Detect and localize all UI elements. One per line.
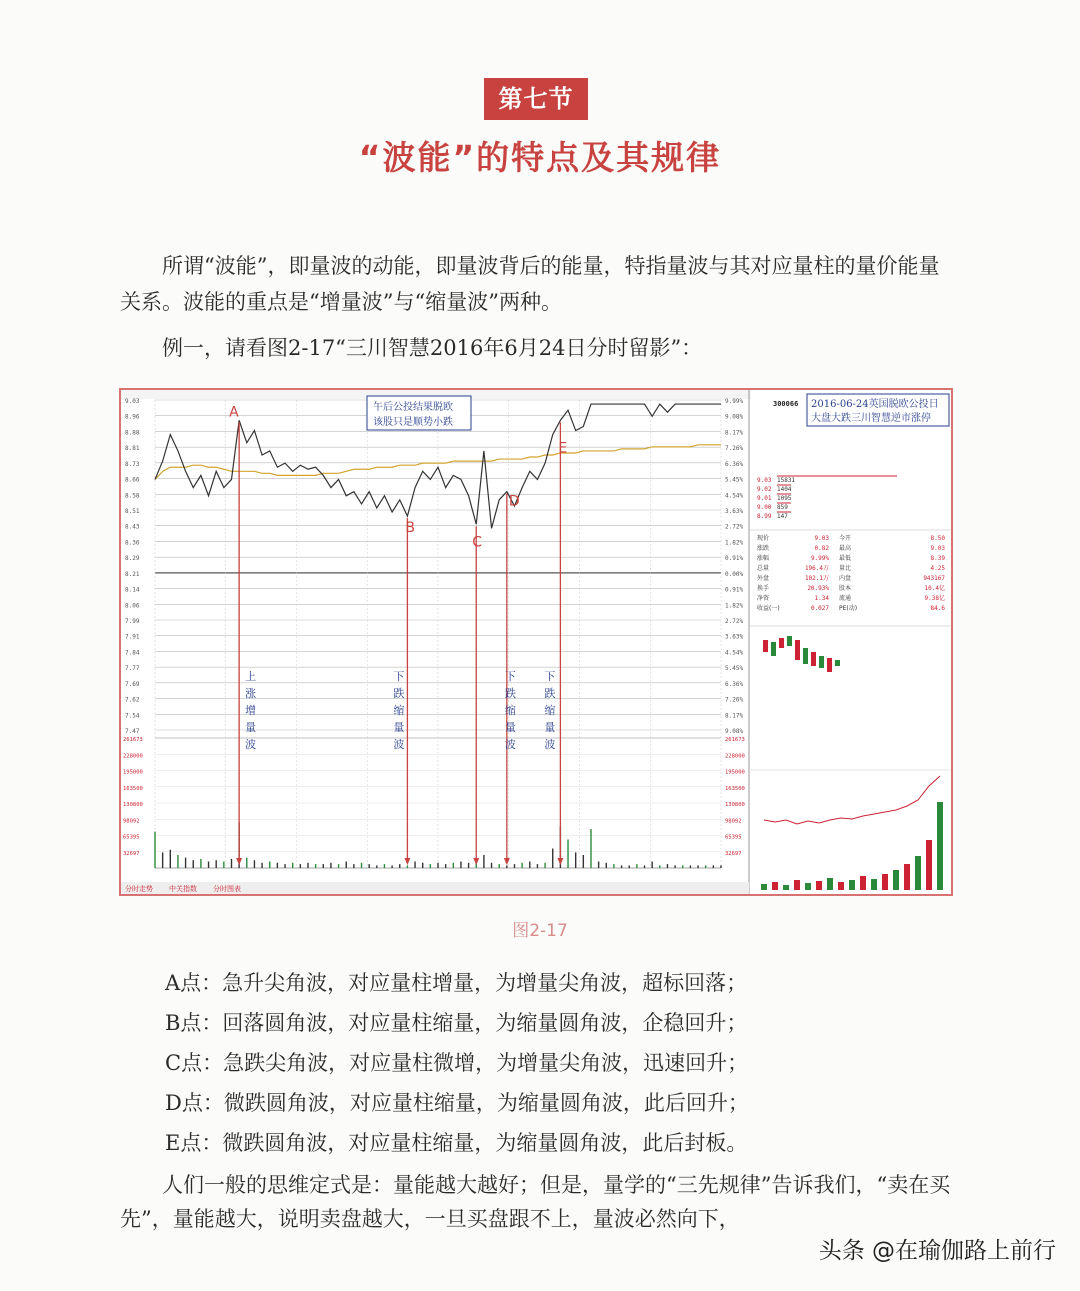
- mini-volume-bar: [937, 802, 943, 890]
- quote-value: 9.03: [814, 535, 829, 542]
- quote-key: 外盘: [757, 575, 770, 582]
- vertical-note-char: 跌: [544, 687, 556, 700]
- bid-volume: 15831: [777, 477, 796, 484]
- mini-candle: [811, 652, 816, 666]
- vertical-note-char: 量: [393, 721, 405, 734]
- stock-code: 300066: [773, 400, 799, 408]
- bid-volume: 1095: [777, 495, 792, 502]
- mini-volume-bar: [838, 882, 844, 890]
- vol-tick-label: 98092: [123, 818, 140, 825]
- quote-value-2: 8.50: [930, 535, 945, 542]
- pct-tick-label: 9.08%: [725, 413, 744, 421]
- vertical-note-char: 下: [504, 670, 516, 683]
- price-tick-label: 8.29: [125, 555, 140, 563]
- pct-tick-label: 6.36%: [725, 460, 744, 468]
- vertical-note-char: 波: [504, 738, 516, 751]
- quote-value: 0.82: [814, 545, 829, 552]
- mini-candle: [779, 638, 784, 648]
- quote-value: 196.4万: [804, 565, 829, 572]
- pct-tick-label: 0.00%: [725, 570, 744, 578]
- quote-value-2: 943167: [923, 575, 945, 582]
- vertical-note-char: 波: [245, 738, 257, 751]
- vertical-note-char: 缩: [393, 704, 405, 717]
- quote-key-2: 今开: [839, 535, 852, 542]
- quote-key: 涨幅: [757, 555, 770, 562]
- vol-tick-label: 261673: [123, 737, 143, 743]
- mini-volume-bar: [871, 879, 877, 890]
- vol-tick-label-right: 65395: [725, 834, 742, 841]
- vertical-note-char: 跌: [504, 687, 516, 700]
- price-tick-label: 7.47: [125, 728, 140, 735]
- mini-volume-bar: [816, 881, 822, 890]
- marker-arrowhead: [404, 858, 410, 865]
- mini-volume-bar: [893, 870, 899, 890]
- outro-paragraph: 人们一般的思维定式是：量能越大越好；但是，量学的“三先规律”告诉我们，“卖在买先”，量能越大，说明卖盘越大，一旦买盘跟不上，量波必然向下，: [120, 1173, 951, 1231]
- price-tick-label: 8.73: [125, 460, 140, 468]
- vertical-note-char: 量: [504, 721, 516, 734]
- vertical-note-char: 波: [544, 738, 556, 751]
- quote-value-2: 84.6: [930, 605, 945, 612]
- mini-volume-bar: [904, 864, 910, 890]
- mini-volume-bar: [849, 880, 855, 890]
- pct-tick-label: 0.91%: [725, 586, 744, 594]
- point-b: B点：回落圆角波，对应量柱缩量，为缩量圆角波，企稳回升；: [165, 1011, 748, 1035]
- vertical-note-char: 跌: [393, 687, 405, 700]
- quote-value-2: 10.4亿: [924, 585, 945, 592]
- price-tick-label: 8.88: [125, 429, 140, 437]
- bottom-tab: 分时图表: [213, 885, 241, 893]
- pct-tick-label: 5.45%: [725, 665, 744, 673]
- mini-volume-bar: [882, 874, 888, 890]
- vol-tick-label-right: 98092: [725, 818, 742, 825]
- marker-arrowhead: [473, 858, 479, 865]
- vertical-note-char: 增: [245, 704, 257, 717]
- mini-price-line: [764, 776, 940, 824]
- vertical-note-char: 缩: [544, 704, 556, 717]
- chart-canvas: [121, 390, 951, 894]
- marker-label-e: E: [558, 440, 568, 457]
- watermark: 头条 @在瑜伽路上前行: [818, 1238, 1056, 1264]
- right-note-line1: 2016-06-24英国脱欧公投日: [811, 399, 939, 410]
- price-tick-label: 7.62: [125, 696, 140, 704]
- bid-volume: 859: [777, 504, 788, 511]
- price-tick-label: 7.54: [125, 712, 140, 720]
- mini-volume-bar: [794, 880, 800, 890]
- price-tick-label: 7.84: [125, 649, 140, 657]
- vol-tick-label: 65395: [123, 834, 140, 841]
- vol-tick-label-right: 32697: [725, 850, 742, 857]
- price-tick-label: 8.14: [125, 586, 140, 594]
- marker-label-b: B: [405, 520, 416, 537]
- price-tick-label: 8.51: [125, 508, 140, 515]
- price-tick-label: 8.66: [125, 476, 140, 484]
- pct-tick-label: 3.63%: [725, 508, 744, 515]
- marker-label-d: D: [508, 493, 520, 510]
- vertical-note-char: 波: [393, 738, 405, 751]
- mini-volume-bar: [926, 840, 932, 890]
- mini-candle: [803, 648, 808, 664]
- pct-tick-label: 7.26%: [725, 445, 744, 453]
- quote-key-2: 股本: [839, 585, 852, 592]
- mini-candle: [819, 656, 824, 668]
- vertical-note-char: 涨: [245, 687, 257, 700]
- quote-value: 20.93%: [807, 585, 829, 592]
- pct-tick-label: 4.54%: [725, 492, 744, 500]
- bottom-tab: 中关指数: [169, 885, 197, 893]
- mini-candle: [771, 642, 776, 656]
- quote-key: 收益(一): [757, 605, 780, 612]
- quote-key-2: 最低: [839, 555, 852, 562]
- marker-label-a: A: [229, 404, 239, 421]
- quote-value: 102.1万: [804, 575, 829, 582]
- pct-tick-label: 9.08%: [725, 728, 744, 735]
- section-badge: 第七节: [484, 78, 588, 120]
- average-price-line: [155, 445, 721, 480]
- mini-candle: [835, 660, 840, 666]
- bid-price: 9.01: [757, 495, 772, 502]
- intraday-chart: [119, 388, 953, 896]
- top-note-line1: 午后公投结果脱欧: [373, 402, 453, 413]
- vol-tick-label-right: 163500: [725, 785, 745, 792]
- price-tick-label: 8.43: [125, 523, 140, 531]
- vertical-note-char: 量: [245, 721, 257, 734]
- quote-key: 换手: [757, 585, 770, 592]
- mini-volume-bar: [772, 882, 778, 890]
- mini-volume-bar: [915, 856, 921, 890]
- mini-candle: [763, 640, 768, 652]
- quote-value-2: 9.03: [930, 545, 945, 552]
- price-tick-label: 8.36: [125, 539, 140, 547]
- marker-arrowhead: [236, 858, 242, 865]
- mini-volume-bar: [761, 884, 767, 890]
- quote-key-2: 量比: [839, 565, 852, 572]
- vertical-note-char: 量: [544, 721, 556, 734]
- point-c: C点：急跌尖角波，对应量柱微增，为增量尖角波，迅速回升；: [165, 1051, 749, 1075]
- price-tick-label: 7.69: [125, 680, 140, 688]
- pct-tick-label: 2.72%: [725, 523, 744, 531]
- pct-tick-label: 6.36%: [725, 680, 744, 688]
- quote-key-2: 最高: [839, 545, 852, 552]
- pct-tick-label: 4.54%: [725, 649, 744, 657]
- vertical-note-char: 下: [393, 670, 405, 683]
- mini-volume-bar: [860, 876, 866, 890]
- right-note-line2: 大盘大跌三川智慧逆市涨停: [811, 413, 931, 424]
- quote-value-2: 9.38亿: [924, 595, 945, 602]
- pct-tick-label: 8.17%: [725, 712, 744, 720]
- quote-value: 0.027: [810, 605, 829, 612]
- vol-tick-label: 130800: [123, 802, 143, 808]
- pct-tick-label: 9.99%: [725, 398, 744, 405]
- mini-volume-bar: [827, 878, 833, 890]
- pct-tick-label: 0.91%: [725, 555, 744, 563]
- quote-value-2: 8.39: [930, 555, 945, 562]
- marker-arrowhead: [557, 858, 563, 865]
- vertical-note-char: 上: [245, 670, 257, 683]
- quote-key: 净资: [757, 595, 770, 602]
- quote-key: 涨跌: [757, 545, 770, 552]
- pct-tick-label: 2.72%: [725, 618, 744, 625]
- bid-price: 8.99: [757, 513, 772, 520]
- mini-candle: [795, 640, 800, 660]
- page-title: “波能”的特点及其规律: [358, 138, 722, 177]
- vol-tick-label: 32697: [123, 850, 140, 857]
- price-tick-label: 7.77: [125, 665, 140, 673]
- intro-paragraph: 所谓“波能”，即量波的动能，即量波背后的能量，特指量波与其对应量柱的量价能量关系。波能的重点是“增量波”与“缩量波”两种。: [120, 254, 940, 314]
- top-note-line2: 该股只是顺势小跌: [373, 417, 453, 428]
- pct-tick-label: 7.26%: [725, 696, 744, 704]
- mini-candle: [827, 658, 832, 672]
- vol-tick-label: 195000: [123, 769, 143, 776]
- bottom-tab: 分时走势: [125, 885, 153, 893]
- bid-price: 9.00: [757, 504, 772, 511]
- price-tick-label: 8.96: [125, 413, 140, 421]
- quote-key: 现价: [757, 535, 770, 542]
- vertical-note-char: 缩: [504, 704, 516, 717]
- quote-key-2: 流通: [839, 595, 852, 602]
- example-intro: 例一，请看图2-17“三川智慧2016年6月24日分时留影”：: [162, 336, 703, 360]
- pct-tick-label: 5.45%: [725, 476, 744, 484]
- mini-candle: [787, 636, 792, 646]
- price-tick-label: 9.03: [125, 398, 140, 405]
- point-a: A点：急升尖角波，对应量柱增量，为增量尖角波，超标回落；: [165, 971, 748, 995]
- pct-tick-label: 3.63%: [725, 633, 744, 641]
- bid-price: 9.03: [757, 477, 772, 484]
- price-tick-label: 8.58: [125, 492, 140, 500]
- quote-key: 总量: [757, 565, 770, 572]
- price-tick-label: 7.91: [125, 633, 140, 641]
- vol-tick-label-right: 228000: [725, 753, 745, 760]
- bid-volume: 1404: [777, 486, 792, 493]
- vol-tick-label-right: 130800: [725, 802, 745, 808]
- quote-key-2: 内盘: [839, 575, 852, 582]
- point-e: E点：微跌圆角波，对应量柱缩量，为缩量圆角波，此后封板。: [165, 1131, 748, 1155]
- quote-value-2: 4.25: [930, 565, 945, 572]
- price-tick-label: 8.21: [125, 570, 140, 578]
- mini-volume-bar: [783, 885, 789, 890]
- quote-key-2: PE(动): [839, 605, 858, 612]
- vol-tick-label-right: 261673: [725, 737, 745, 743]
- pct-tick-label: 1.82%: [725, 602, 744, 610]
- vol-tick-label: 228000: [123, 753, 143, 760]
- vol-tick-label: 163500: [123, 785, 143, 792]
- pct-tick-label: 8.17%: [725, 429, 744, 437]
- marker-label-c: C: [472, 534, 483, 551]
- vol-tick-label-right: 195000: [725, 769, 745, 776]
- pct-tick-label: 1.82%: [725, 539, 744, 547]
- mini-volume-bar: [805, 883, 811, 890]
- bid-volume: 147: [777, 513, 788, 520]
- bid-price: 9.02: [757, 486, 772, 493]
- point-d: D点：微跌圆角波，对应量柱缩量，为缩量圆角波，此后回升；: [165, 1091, 749, 1115]
- price-tick-label: 8.81: [125, 445, 140, 453]
- quote-value: 1.34: [814, 595, 829, 602]
- quote-value: 9.99%: [810, 555, 829, 562]
- price-tick-label: 7.99: [125, 618, 140, 625]
- price-tick-label: 8.06: [125, 602, 140, 610]
- vertical-note-char: 下: [544, 670, 556, 683]
- figure-caption: 图2-17: [512, 921, 568, 941]
